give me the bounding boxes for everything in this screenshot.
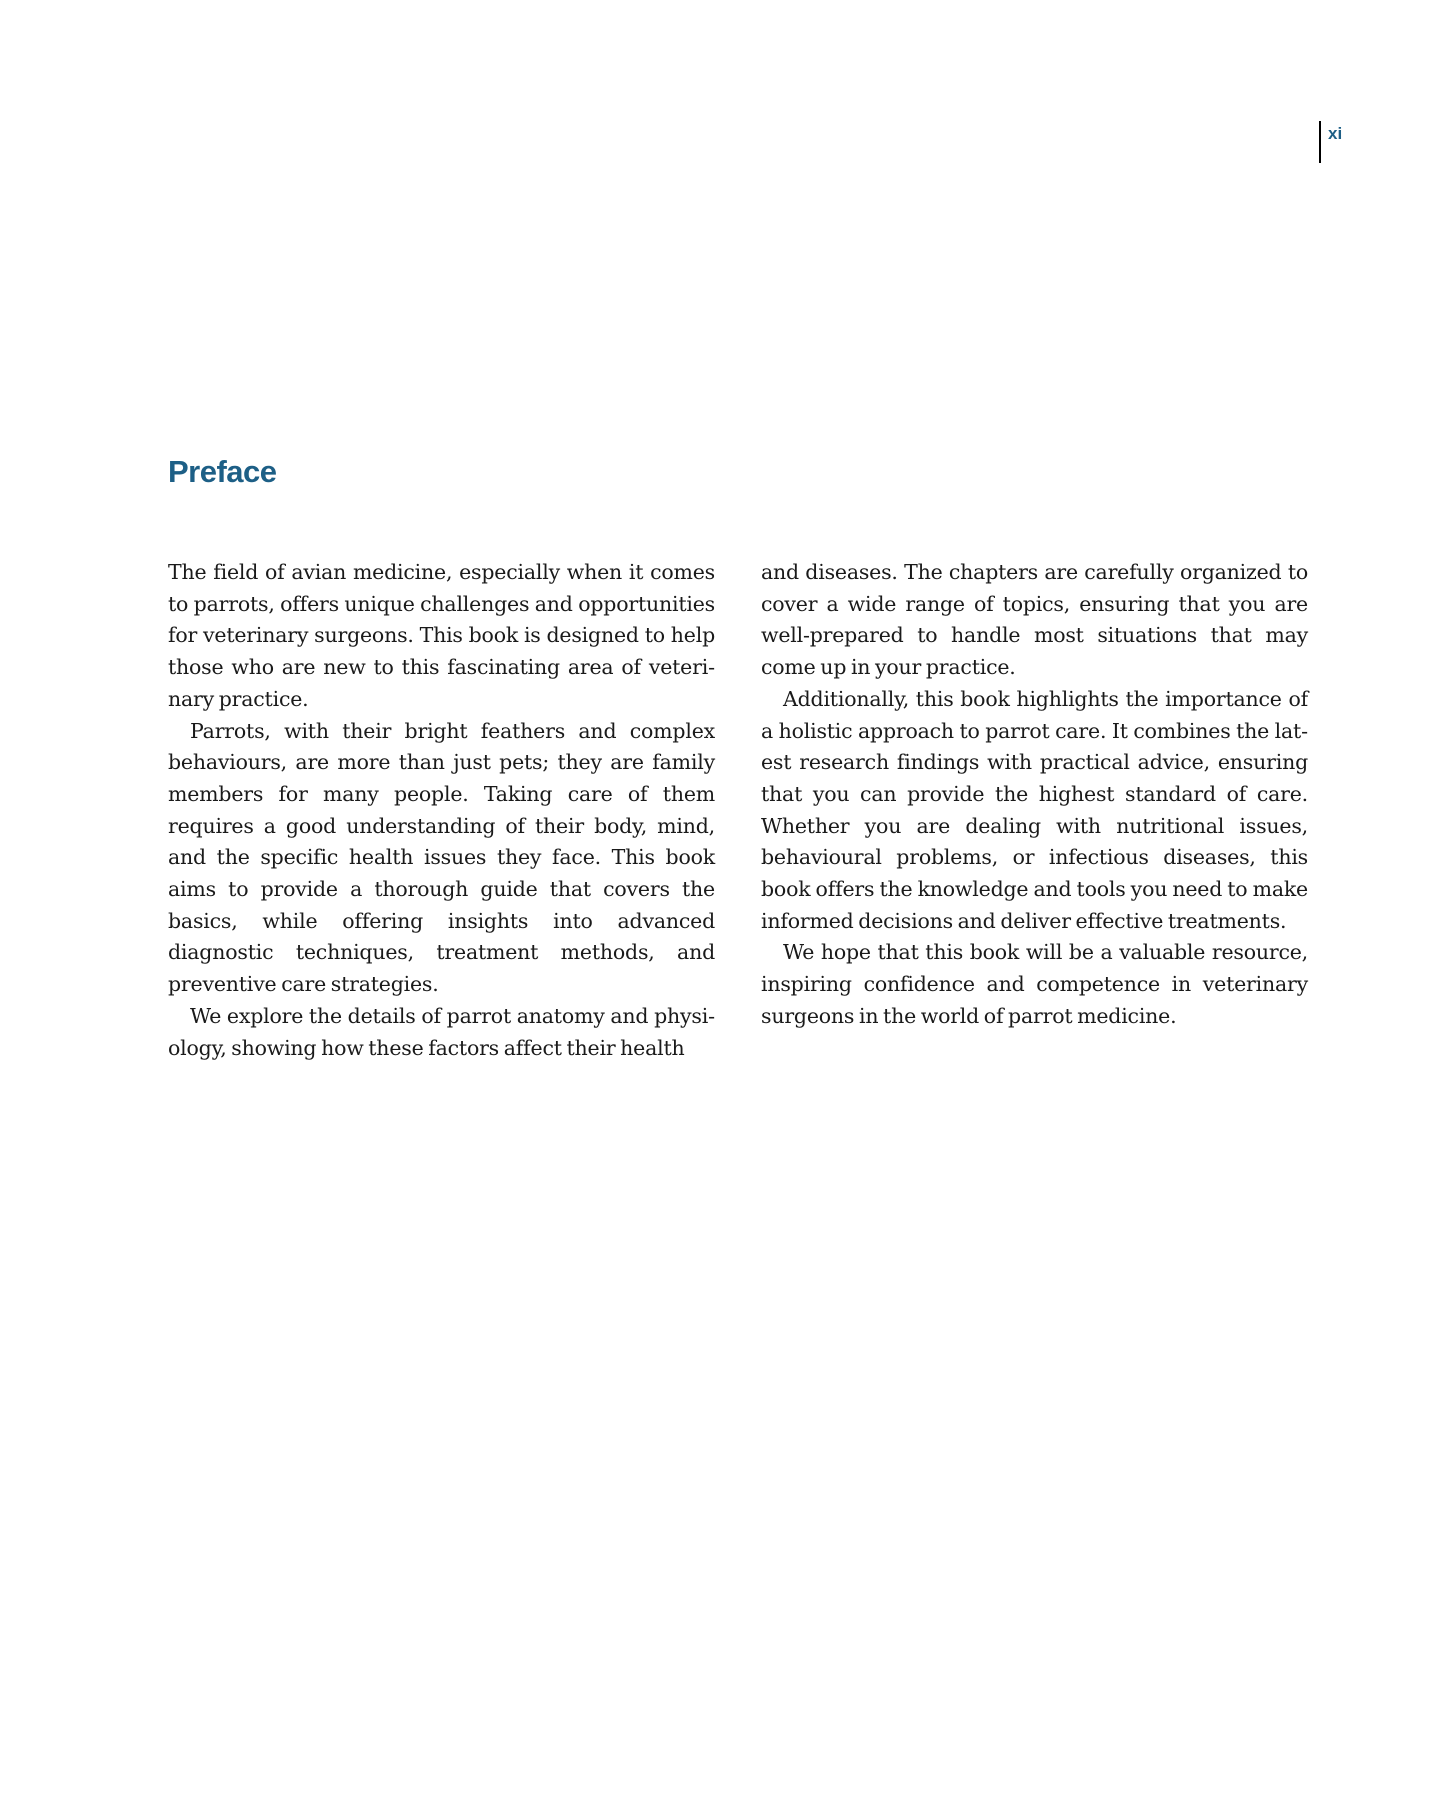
page-number-rule [1319,121,1321,163]
right-text-column [761,557,1308,1033]
paragraph: We explore the details of parrot anatomy and physiology, showing how these factors affect their health [168,1003,715,1060]
page-number: xi [1328,124,1343,143]
paragraph: Additionally, this book highlights the importance of a holistic approach to parrot care. It combines the latest research findings with practical advice, ensuring that you can provide the highest standard of care. Whether you are dealing with nutritional issues, behavioural problems, or infectious diseases, this book offers the knowledge and tools you need to make informed decisions and deliver effective treatments. [761,686,1308,933]
left-text-column [168,557,715,1064]
chapter-title: Preface [168,454,277,489]
paragraph: Parrots, with their bright feathers and complex behaviours, are more than just pets; they are family members for many people. Taking care of them requires a good understanding of their body, mind, and the specific health issues they face. This book aims to provide a thorough guide that covers the basics, while offering insights into advanced diagnostic techniques, treatment methods, and preventive care strategies. [168,718,715,997]
paragraph: The field of avian medicine, especially when it comes to parrots, offers unique challenges and opportunities for veterinary surgeons. This book is designed to help those who are new to this fascinating area of veterinary practice. [168,560,715,711]
paragraph: We hope that this book will be a valuable resource, inspiring confidence and competence in veterinary surgeons in the world of parrot medicine. [761,940,1308,1028]
paragraph-continued: and diseases. The chapters are carefully organized to cover a wide range of topics, ensuring that you are well-prepared to handle most situations that may come up in your practice. [761,560,1308,680]
